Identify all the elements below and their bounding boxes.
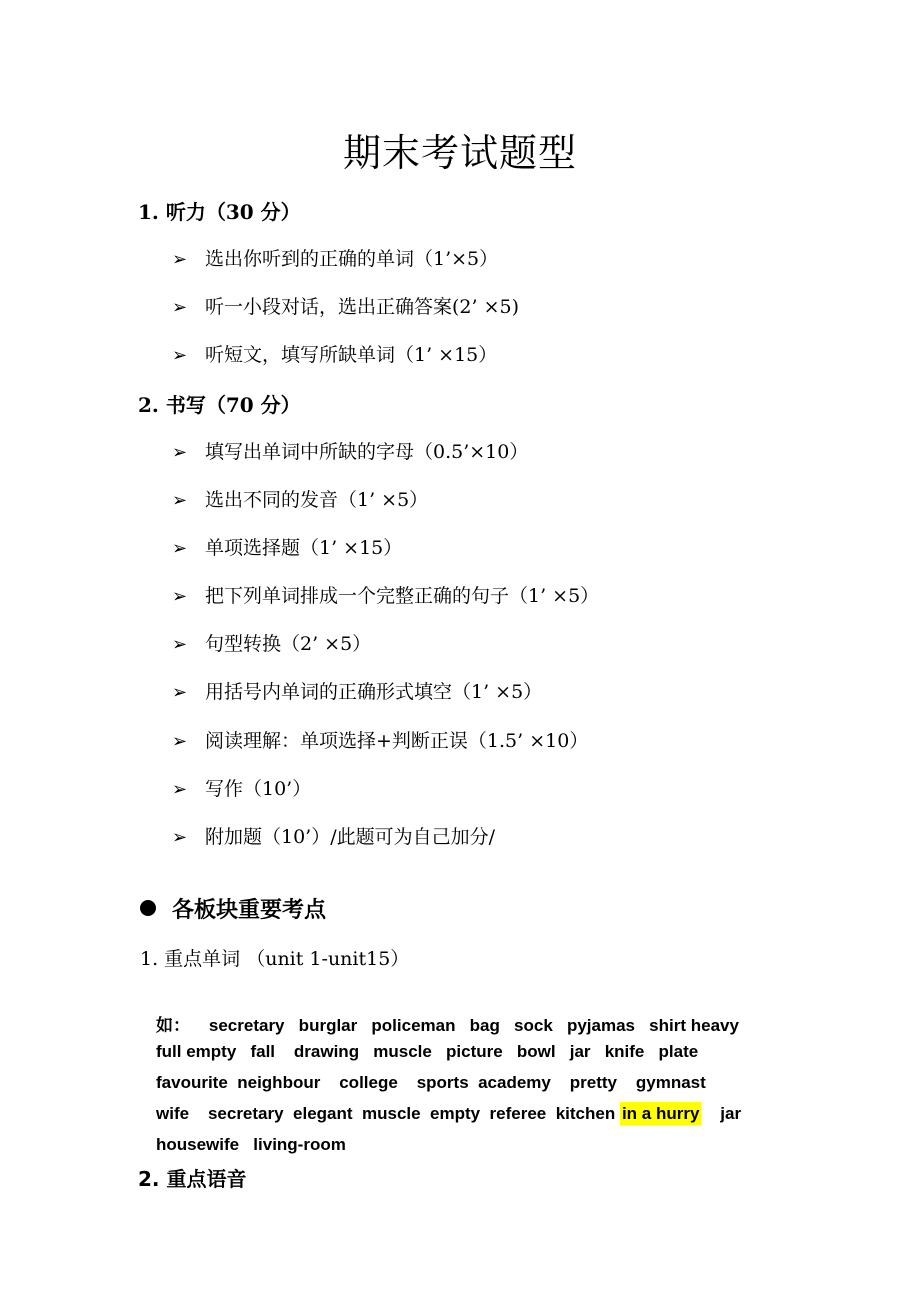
key-pronunciation-subheading: 2. 重点语音 xyxy=(138,1167,247,1191)
list-item: ➢ 附加题（10’）/此题可为自己加分/ xyxy=(172,826,496,848)
list-item: ➢ 听一小段对话，选出正确答案(2’ ×5) xyxy=(172,296,520,318)
vocab-line: full empty fall drawing muscle picture bowl jar knife plate xyxy=(156,1042,699,1061)
arrow-bullet-icon: ➢ xyxy=(172,297,188,318)
arrow-bullet-icon: ➢ xyxy=(172,682,188,703)
list-item: ➢ 听短文，填写所缺单词（1’ ×15） xyxy=(172,344,498,366)
vocab-line: housewife living-room xyxy=(156,1135,346,1154)
list-item: ➢ 选出不同的发音（1’ ×5） xyxy=(172,489,429,511)
arrow-bullet-icon: ➢ xyxy=(172,345,188,366)
arrow-bullet-icon: ➢ xyxy=(172,827,188,848)
arrow-bullet-icon: ➢ xyxy=(172,779,188,800)
key-words-subheading: 1. 重点单词 （unit 1-unit15） xyxy=(140,948,410,970)
list-item: ➢ 阅读理解：单项选择+判断正误（1.5’ ×10） xyxy=(172,730,589,752)
highlighted-phrase: in a hurry xyxy=(621,1104,700,1123)
arrow-bullet-icon: ➢ xyxy=(172,538,188,559)
vocab-line: wife secretary elegant muscle empty referee kitchen in a hurry jar xyxy=(156,1104,742,1123)
list-item: ➢ 把下列单词排成一个完整正确的句子（1’ ×5） xyxy=(172,585,600,607)
list-item: ➢ 写作（10’） xyxy=(172,778,312,800)
arrow-bullet-icon: ➢ xyxy=(172,634,188,655)
page-title: 期末考试题型 xyxy=(342,131,577,175)
vocab-line: 如： secretary burglar policeman bag sock pyjamas shirt heavy xyxy=(156,1016,739,1035)
arrow-bullet-icon: ➢ xyxy=(172,731,188,752)
section-writing-heading: 2. 书写（70 分） xyxy=(138,393,301,417)
list-item: ➢ 选出你听到的正确的单词（1’×5） xyxy=(172,248,499,270)
list-item: ➢ 填写出单词中所缺的字母（0.5’×10） xyxy=(172,441,529,463)
list-item: ➢ 单项选择题（1’ ×15） xyxy=(172,537,403,559)
arrow-bullet-icon: ➢ xyxy=(172,442,188,463)
arrow-bullet-icon: ➢ xyxy=(172,490,188,511)
filled-circle-bullet-icon xyxy=(140,900,156,916)
arrow-bullet-icon: ➢ xyxy=(172,249,188,270)
list-item: ➢ 用括号内单词的正确形式填空（1’ ×5） xyxy=(172,681,543,703)
list-item: ➢ 句型转换（2’ ×5） xyxy=(172,633,372,655)
key-points-heading: 各板块重要考点 xyxy=(140,893,326,924)
vocab-line: favourite neighbour college sports academy pretty gymnast xyxy=(156,1073,706,1092)
arrow-bullet-icon: ➢ xyxy=(172,586,188,607)
section-listening-heading: 1. 听力（30 分） xyxy=(138,200,301,224)
